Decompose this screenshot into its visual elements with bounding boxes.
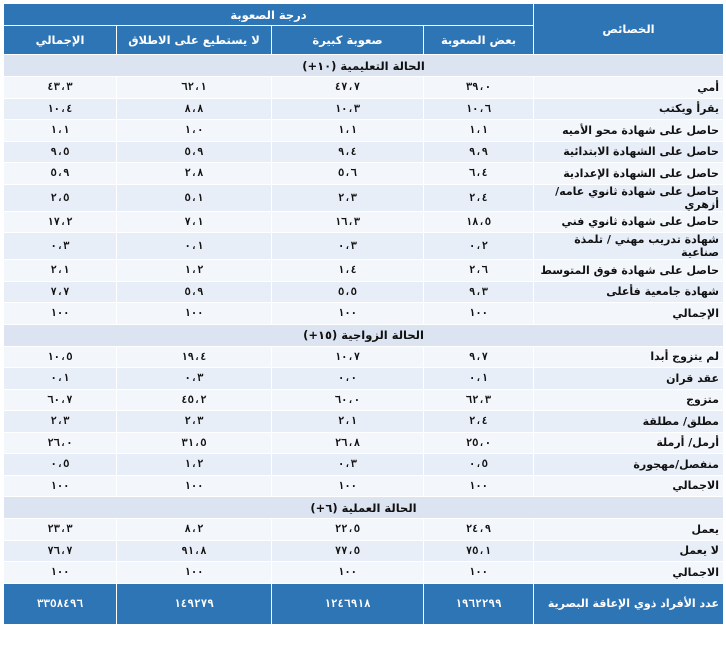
cell-value: ٩،٣ xyxy=(424,281,534,303)
cell-value: ١٠٠ xyxy=(424,475,534,497)
row-label: لا يعمل xyxy=(534,540,724,562)
cell-value: ٤٧،٧ xyxy=(272,77,424,99)
cell-value: ١٩،٤ xyxy=(117,346,272,368)
cell-value: ٦٠،٠ xyxy=(272,389,424,411)
cell-value: ١٠٠ xyxy=(272,303,424,325)
cell-value: ٠،٣ xyxy=(4,233,117,260)
cell-value: ١٦،٣ xyxy=(272,211,424,233)
difficulty-header: درجة الصعوبة xyxy=(4,4,534,26)
table-row xyxy=(4,141,724,163)
footer-label: عدد الأفراد ذوي الإعاقة البصرية xyxy=(534,583,724,624)
table-row xyxy=(4,233,724,260)
cell-value: ٢٦،٠ xyxy=(4,432,117,454)
statistics-table-container xyxy=(3,3,723,625)
section-header-row xyxy=(4,497,724,519)
row-label: الاجمالي xyxy=(534,562,724,584)
col-header-total: الإجمالي xyxy=(4,26,117,55)
cell-value: ١٠٠ xyxy=(424,303,534,325)
cell-value: ١٠،٣ xyxy=(272,98,424,120)
cell-value: ٢،١ xyxy=(272,411,424,433)
cell-value: ١٠،٦ xyxy=(424,98,534,120)
cell-value: ٤٣،٣ xyxy=(4,77,117,99)
cell-value: ١٠٠ xyxy=(4,303,117,325)
cell-value: ٧،١ xyxy=(117,211,272,233)
cell-value: ٢،٦ xyxy=(424,260,534,282)
cell-value: ١٧،٢ xyxy=(4,211,117,233)
footer-value: ٣٣٥٨٤٩٦ xyxy=(4,583,117,624)
cell-value: ٢،٨ xyxy=(117,163,272,185)
cell-value: ٥،١ xyxy=(117,184,272,211)
cell-value: ١٠،٤ xyxy=(4,98,117,120)
cell-value: ٢،٤ xyxy=(424,411,534,433)
table-body xyxy=(4,55,724,584)
table-row xyxy=(4,260,724,282)
cell-value: ٢،٥ xyxy=(4,184,117,211)
table-row xyxy=(4,98,724,120)
cell-value: ٢،١ xyxy=(4,260,117,282)
cell-value: ١،١ xyxy=(424,120,534,142)
cell-value: ٩،٧ xyxy=(424,346,534,368)
cell-value: ٩١،٨ xyxy=(117,540,272,562)
row-label: منفصل/مهجورة xyxy=(534,454,724,476)
cell-value: ٠،٥ xyxy=(4,454,117,476)
cell-value: ٦٢،٣ xyxy=(424,389,534,411)
cell-value: ٨،٨ xyxy=(117,98,272,120)
row-label: حاصل على شهادة ثانوي عامه/أزهري xyxy=(534,184,724,211)
section-title: الحالة العملية (٦+) xyxy=(4,497,724,519)
table-row xyxy=(4,184,724,211)
cell-value: ٨،٢ xyxy=(117,519,272,541)
table-row xyxy=(4,389,724,411)
table-row xyxy=(4,120,724,142)
characteristics-header: الخصائص xyxy=(534,4,724,55)
cell-value: ٥،٥ xyxy=(272,281,424,303)
cell-value: ٠،١ xyxy=(424,368,534,390)
cell-value: ٠،٥ xyxy=(424,454,534,476)
cell-value: ٤٥،٢ xyxy=(117,389,272,411)
cell-value: ١٠٠ xyxy=(117,303,272,325)
row-label: يقرأ ويكتب xyxy=(534,98,724,120)
cell-value: ٠،٣ xyxy=(117,368,272,390)
cell-value: ٢٤،٩ xyxy=(424,519,534,541)
cell-value: ٥،٩ xyxy=(117,141,272,163)
cell-value: ٩،٩ xyxy=(424,141,534,163)
cell-value: ١٨،٥ xyxy=(424,211,534,233)
row-label: يعمل xyxy=(534,519,724,541)
cell-value: ٥،٦ xyxy=(272,163,424,185)
section-header-row xyxy=(4,55,724,77)
cell-value: ٠،٠ xyxy=(272,368,424,390)
section-header-row xyxy=(4,324,724,346)
table-row xyxy=(4,163,724,185)
cell-value: ٢٦،٨ xyxy=(272,432,424,454)
disability-statistics-table xyxy=(3,3,724,625)
row-label: مطلق/ مطلقة xyxy=(534,411,724,433)
footer-row xyxy=(4,583,724,624)
cell-value: ٠،٣ xyxy=(272,233,424,260)
cell-value: ١،٢ xyxy=(117,454,272,476)
cell-value: ٢،٣ xyxy=(117,411,272,433)
cell-value: ٩،٤ xyxy=(272,141,424,163)
cell-value: ٢،٤ xyxy=(424,184,534,211)
cell-value: ٣١،٥ xyxy=(117,432,272,454)
row-label: الإجمالي xyxy=(534,303,724,325)
row-label: حاصل على الشهادة الابتدائية xyxy=(534,141,724,163)
cell-value: ١،٤ xyxy=(272,260,424,282)
cell-value: ٢٥،٠ xyxy=(424,432,534,454)
cell-value: ٠،٣ xyxy=(272,454,424,476)
row-label: شهادة جامعية فأعلى xyxy=(534,281,724,303)
cell-value: ٩،٥ xyxy=(4,141,117,163)
cell-value: ٦٠،٧ xyxy=(4,389,117,411)
cell-value: ٧٦،٧ xyxy=(4,540,117,562)
cell-value: ٢،٣ xyxy=(4,411,117,433)
cell-value: ١٠٠ xyxy=(4,475,117,497)
footer-value: ١٢٤٦٩١٨ xyxy=(272,583,424,624)
row-label: أرمل/ أرملة xyxy=(534,432,724,454)
cell-value: ٥،٩ xyxy=(4,163,117,185)
row-label: حاصل على شهادة ثانوي فني xyxy=(534,211,724,233)
table-row xyxy=(4,368,724,390)
table-row xyxy=(4,519,724,541)
row-label: عقد قران xyxy=(534,368,724,390)
cell-value: ١٠،٥ xyxy=(4,346,117,368)
cell-value: ٧٥،١ xyxy=(424,540,534,562)
cell-value: ١٠٠ xyxy=(117,562,272,584)
row-label: حاصل على الشهادة الإعدادية xyxy=(534,163,724,185)
section-title: الحالة التعليمية (١٠+) xyxy=(4,55,724,77)
row-label: حاصل على شهادة فوق المتوسط xyxy=(534,260,724,282)
cell-value: ٧،٧ xyxy=(4,281,117,303)
cell-value: ١،٢ xyxy=(117,260,272,282)
cell-value: ٧٧،٥ xyxy=(272,540,424,562)
col-header-some-difficulty: بعض الصعوبة xyxy=(424,26,534,55)
cell-value: ٣٩،٠ xyxy=(424,77,534,99)
cell-value: ١،١ xyxy=(4,120,117,142)
row-label: لم يتزوج أبدا xyxy=(534,346,724,368)
table-row xyxy=(4,211,724,233)
cell-value: ٦٢،١ xyxy=(117,77,272,99)
cell-value: ١،١ xyxy=(272,120,424,142)
cell-value: ١٠٠ xyxy=(117,475,272,497)
cell-value: ١،٠ xyxy=(117,120,272,142)
row-label: الاجمالي xyxy=(534,475,724,497)
table-row xyxy=(4,303,724,325)
row-label: شهادة تدريب مهني / تلمذة صناعية xyxy=(534,233,724,260)
table-row xyxy=(4,77,724,99)
table-row xyxy=(4,540,724,562)
row-label: حاصل على شهادة محو الأميه xyxy=(534,120,724,142)
cell-value: ٢٢،٥ xyxy=(272,519,424,541)
cell-value: ٠،١ xyxy=(4,368,117,390)
cell-value: ١٠٠ xyxy=(424,562,534,584)
table-row xyxy=(4,346,724,368)
table-row xyxy=(4,281,724,303)
section-title: الحالة الزواجية (١٥+) xyxy=(4,324,724,346)
cell-value: ١٠٠ xyxy=(272,562,424,584)
table-row xyxy=(4,454,724,476)
cell-value: ٠،٢ xyxy=(424,233,534,260)
cell-value: ٦،٤ xyxy=(424,163,534,185)
table-row xyxy=(4,432,724,454)
footer-value: ١٤٩٢٧٩ xyxy=(117,583,272,624)
cell-value: ١٠٠ xyxy=(4,562,117,584)
cell-value: ٢،٣ xyxy=(272,184,424,211)
table-row xyxy=(4,411,724,433)
cell-value: ١٠،٧ xyxy=(272,346,424,368)
col-header-cannot-at-all: لا يستطيع على الاطلاق xyxy=(117,26,272,55)
cell-value: ١٠٠ xyxy=(272,475,424,497)
row-label: متزوج xyxy=(534,389,724,411)
table-row xyxy=(4,475,724,497)
cell-value: ٥،٩ xyxy=(117,281,272,303)
cell-value: ٢٣،٣ xyxy=(4,519,117,541)
table-row xyxy=(4,562,724,584)
footer-value: ١٩٦٢٢٩٩ xyxy=(424,583,534,624)
row-label: أمي xyxy=(534,77,724,99)
cell-value: ٠،١ xyxy=(117,233,272,260)
col-header-great-difficulty: صعوبة كبيرة xyxy=(272,26,424,55)
